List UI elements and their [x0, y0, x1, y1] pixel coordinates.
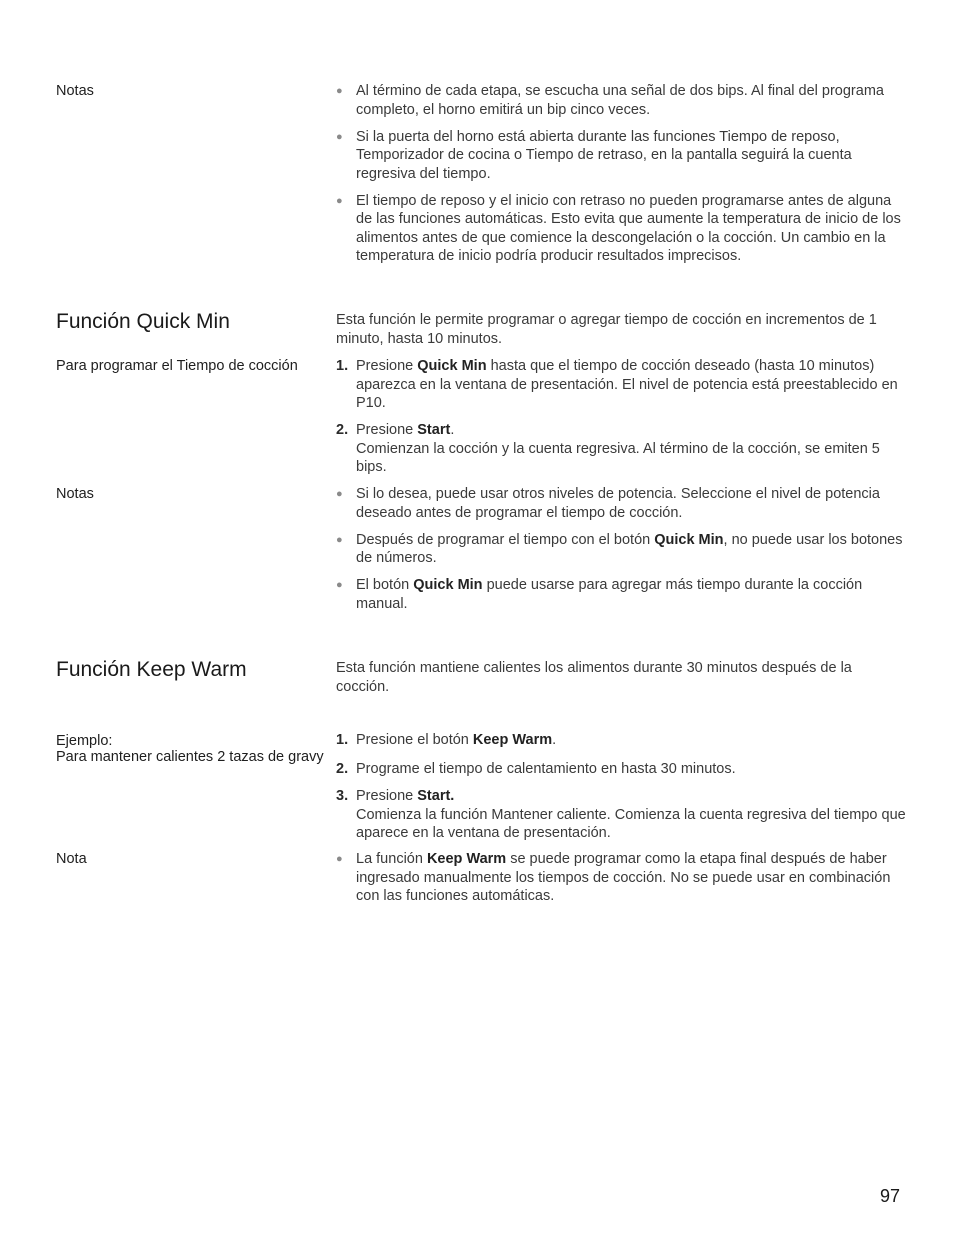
- list-item: ● La función Keep Warm se puede programar como la etapa final después de haber ingresado manualmente los tiempos de cocción. No se puede usar en combinación con las funciones automáticas.: [336, 851, 891, 904]
- list-item: ● Al término de cada etapa, se escucha una señal de dos bips. Al final del programa completo, el horno emitirá un bip cinco veces.: [336, 83, 884, 118]
- notes-label: Notas: [56, 83, 94, 99]
- list-item: ● El botón Quick Min puede usarse para agregar más tiempo durante la cocción manual.: [336, 577, 863, 612]
- bullet-icon: ●: [336, 488, 343, 500]
- quick-min-intro: Esta función le permite programar o agregar tiempo de cocción en incrementos de 1 minuto, hasta 10 minutos.: [336, 312, 877, 347]
- step-number: 3.: [336, 788, 349, 804]
- bullet-icon: ●: [336, 579, 343, 591]
- step-number: 2.: [336, 422, 349, 438]
- quick-min-steps: [336, 357, 906, 477]
- bullet-icon: ●: [336, 853, 343, 865]
- bullet-icon: ●: [336, 194, 343, 207]
- step-item: 2. Presione Start. Comienzan la cocción y la cuenta regresiva. Al término de la cocción, se emiten 5 bips.: [336, 422, 880, 475]
- step-item: 2. Programe el tiempo de calentamiento en hasta 30 minutos.: [336, 760, 736, 777]
- page-number: 97: [879, 1186, 900, 1206]
- quick-min-notes-label: Notas: [56, 486, 94, 502]
- section-title-keep-warm: Función Keep Warm: [56, 658, 247, 681]
- list-item: ● Si la puerta del horno está abierta durante las funciones Tiempo de reposo, Temporizador de cocina o Tiempo de retraso, en la pantalla seguirá la cuenta regresiva del tiempo.: [336, 128, 852, 182]
- list-item: ● Si lo desea, puede usar otros niveles de potencia. Seleccione el nivel de potencia deseado antes de programar el tiempo de cocción.: [336, 486, 880, 521]
- section-title-quick-min: Función Quick Min: [56, 310, 230, 333]
- list-item: ● Después de programar el tiempo con el botón Quick Min, no puede usar los botones de números.: [336, 531, 903, 566]
- notes-list: [336, 82, 906, 266]
- bullet-icon: ●: [336, 533, 343, 546]
- step-number: 2.: [336, 760, 349, 777]
- list-item: ● El tiempo de reposo y el inicio con retraso no pueden programarse antes de alguna de las funciones automáticas. Esto evita que aumente la temperatura de inicio de los alimentos antes de que comience la descongelación o la cocción. Un cambio en la temperatura de inicio podría producir resultados imprecisos.: [336, 192, 901, 264]
- step-item: 3. Presione Start. Comienza la función Mantener caliente. Comienza la cuenta regresiva del tiempo que aparece en la ventana de presentación.: [336, 788, 906, 841]
- keep-warm-example-label: Ejemplo: Para mantener calientes 2 tazas de gravy: [56, 733, 324, 765]
- step-item: 1. Presione Quick Min hasta que el tiempo de cocción deseado (hasta 10 minutos) aparezca en la ventana de presentación. El nivel de potencia está preestablecido en P10.: [336, 358, 898, 411]
- bullet-icon: ●: [336, 130, 343, 143]
- keep-warm-note-label: Nota: [56, 851, 87, 867]
- step-number: 1.: [336, 732, 349, 748]
- step-number: 1.: [336, 358, 349, 374]
- step-item: 1. Presione el botón Keep Warm.: [336, 732, 557, 748]
- keep-warm-intro: Esta función mantiene calientes los alimentos durante 30 minutos después de la cocción.: [336, 660, 852, 695]
- bullet-icon: ●: [336, 85, 343, 97]
- keep-warm-note: [336, 850, 906, 906]
- quick-min-steps-label: Para programar el Tiempo de cocción: [56, 358, 298, 374]
- quick-min-notes: [336, 485, 906, 613]
- keep-warm-steps: [336, 731, 906, 843]
